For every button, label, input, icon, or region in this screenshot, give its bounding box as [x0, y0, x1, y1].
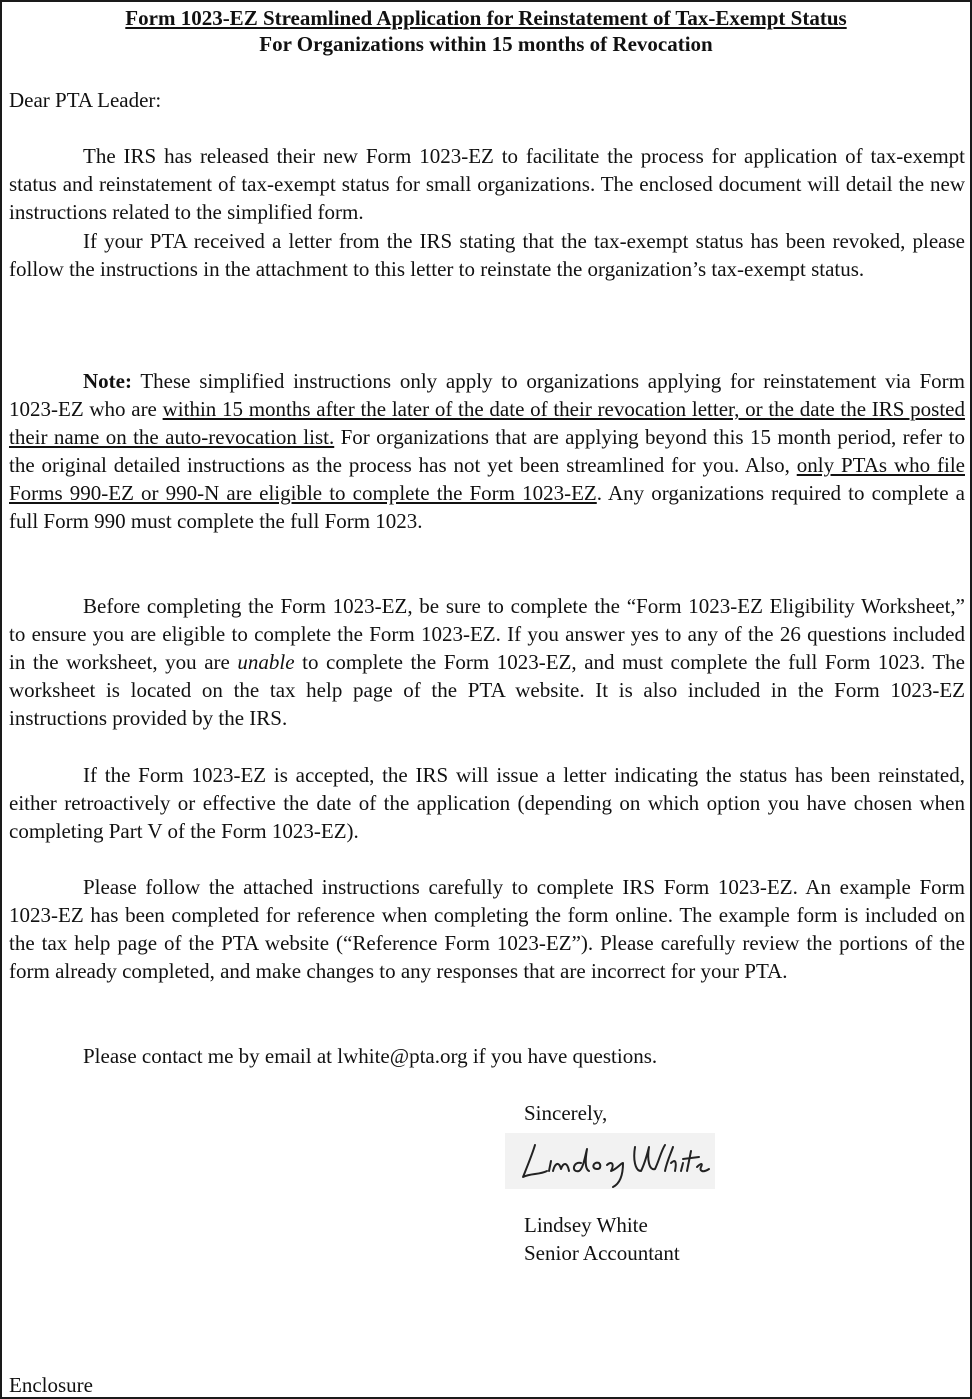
letter-header: [2, 5, 970, 57]
letter-subtitle: For Organizations within 15 months of Revocation: [259, 32, 713, 56]
note-label: Note:: [83, 369, 132, 393]
signature-image: [505, 1133, 715, 1189]
note-underline-1: within 15 months after the later of the date of their revocation letter, or the date the IRS posted their name on the auto-revocation list.: [9, 397, 965, 450]
salutation: Dear PTA Leader:: [9, 88, 162, 112]
worksheet-text-1: Before completing the Form 1023-EZ, be sure to complete the “Form 1023-EZ Eligibility Worksheet,” to ensure you are eligible to complete the Form 1023-EZ. If you answer yes to any of the 26 questions included in the worksheet, you are: [9, 594, 965, 675]
worksheet-italic: unable: [237, 650, 295, 675]
paragraph-contact: Please contact me by email at lwhite@pta.org if you have questions.: [83, 1044, 658, 1068]
closing: Sincerely,: [524, 1101, 608, 1125]
note-text-2: For organizations that are applying beyond this 15 month period, refer to the original detailed instructions as the process has not yet been streamlined for you. Also,: [9, 425, 965, 478]
paragraph-intro: The IRS has released their new Form 1023-EZ to facilitate the process for application of tax-exempt status and reinstatement of tax-exempt status for small organizations. The enclosed document will detail the new instructions related to the simplified form.: [9, 144, 965, 225]
note-text-1: These simplified instructions only apply to organizations applying for reinstatement via Form 1023-EZ who are: [9, 369, 965, 422]
paragraph-accepted: If the Form 1023-EZ is accepted, the IRS will issue a letter indicating the status has been reinstated, either retroactively or effective the date of the application (depending on which option you have chosen when completing Part V of the Form 1023-EZ).: [9, 763, 965, 844]
worksheet-text-2: to complete the Form 1023-EZ, and must complete the full Form 1023. The worksheet is located on the tax help page of the PTA website. It is also included in the Form 1023-EZ instructions provided by the IRS.: [9, 650, 965, 731]
handwritten-signature: [505, 1133, 715, 1189]
enclosure-note: Enclosure: [9, 1373, 93, 1397]
paragraph-note: [9, 367, 965, 536]
note-text-3: . Any organizations required to complete a full Form 990 must complete the full Form 1023.: [9, 481, 965, 534]
note-underline-2: only PTAs who file Forms 990-EZ or 990-N are eligible to complete the Form 1023-EZ: [9, 453, 965, 506]
signer-name: Lindsey White: [524, 1213, 648, 1237]
paragraph-instructions: Please follow the attached instructions carefully to complete IRS Form 1023-EZ. An example Form 1023-EZ has been completed for reference when completing the form online. The example form is included on the tax help page of the PTA website (“Reference Form 1023-EZ”). Please carefully review the portions of the form already completed, and make changes to any responses that are incorrect for your PTA.: [9, 875, 965, 984]
paragraph-revoked: If your PTA received a letter from the IRS stating that the tax-exempt status has been revoked, please follow the instructions in the attachment to this letter to reinstate the organization’s tax-exempt status.: [9, 229, 965, 282]
paragraph-worksheet: [9, 592, 965, 732]
letter-title: Form 1023-EZ Streamlined Application for Reinstatement of Tax-Exempt Status: [125, 6, 847, 30]
signer-title: Senior Accountant: [524, 1241, 680, 1265]
